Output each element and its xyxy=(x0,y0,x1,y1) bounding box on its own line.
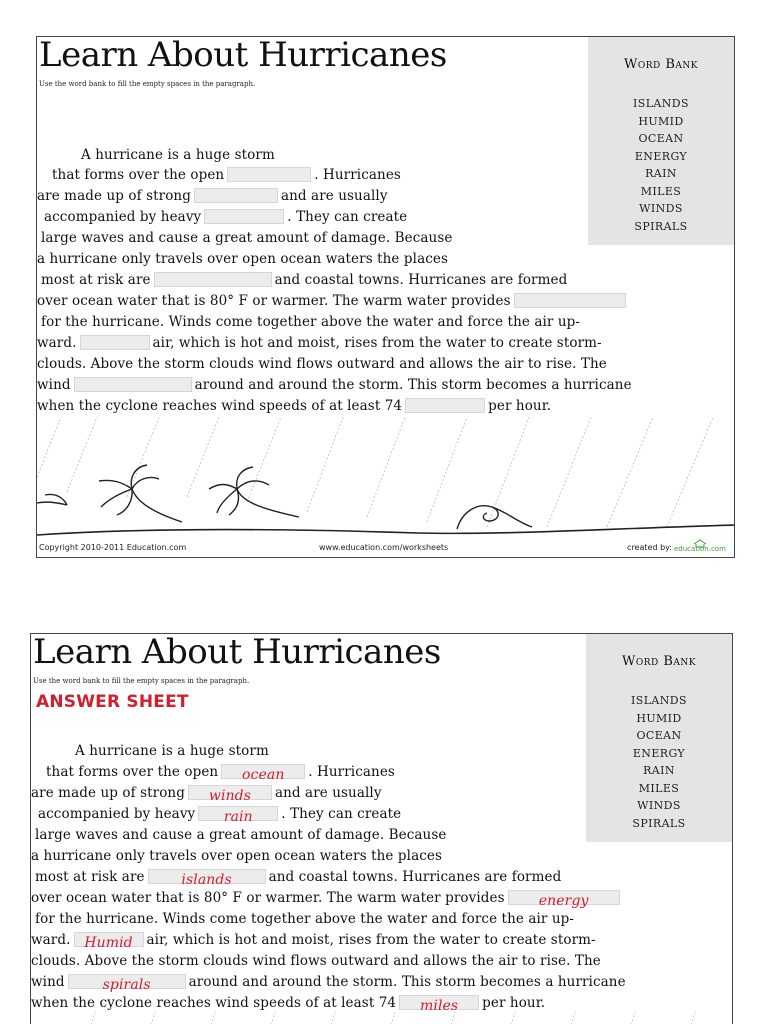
word-bank-item: RAIN xyxy=(645,167,677,180)
answer-winds: winds xyxy=(208,788,252,804)
answer-miles: miles xyxy=(420,998,459,1014)
worksheet-title: Learn About Hurricanes xyxy=(39,36,447,75)
paragraph-line xyxy=(46,762,395,782)
footer xyxy=(37,541,734,555)
paragraph-line xyxy=(31,930,596,950)
paragraph xyxy=(37,37,735,437)
text: ward. xyxy=(37,335,77,351)
text: most at risk are xyxy=(35,869,145,885)
paragraph-line xyxy=(37,291,629,311)
paragraph-line xyxy=(31,951,601,971)
text: when the cyclone reaches wind speeds of at least 74 xyxy=(37,398,403,414)
blank-winds xyxy=(188,785,272,804)
blank-ocean[interactable] xyxy=(227,167,311,182)
text: are made up of strong xyxy=(31,785,185,801)
paragraph-line xyxy=(37,249,448,269)
paragraph-line xyxy=(31,993,545,1013)
text: accompanied by heavy xyxy=(44,209,202,225)
website-link[interactable]: www.education.com/worksheets xyxy=(319,543,449,552)
paragraph-line xyxy=(37,375,632,395)
answer-rain: rain xyxy=(223,809,253,825)
paragraph-line xyxy=(37,396,551,416)
paragraph-line xyxy=(38,804,401,824)
word-bank-title: Word Bank xyxy=(621,654,697,669)
text: . They can create xyxy=(287,209,408,225)
text: A hurricane is a huge storm xyxy=(81,147,275,163)
answer-paragraph xyxy=(31,634,730,1024)
blank-islands[interactable] xyxy=(154,272,272,287)
blank-ocean xyxy=(221,764,305,783)
text: accompanied by heavy xyxy=(38,806,196,822)
word-bank-item: OCEAN xyxy=(636,729,682,742)
text: . Hurricanes xyxy=(314,167,401,183)
text: ward. xyxy=(31,932,71,948)
answer-humid: Humid xyxy=(84,935,133,951)
text: for the hurricane. Winds come together above the water and force the air up- xyxy=(41,314,581,330)
ground-line xyxy=(37,525,735,535)
word-bank-item: OCEAN xyxy=(638,132,684,145)
paragraph-line xyxy=(81,145,275,165)
paragraph-line xyxy=(75,741,269,761)
paragraph-line xyxy=(44,207,407,227)
blank-energy xyxy=(508,890,620,909)
word-bank-item: ENERGY xyxy=(632,746,686,760)
blank-rain[interactable] xyxy=(204,209,284,224)
text: per hour. xyxy=(488,398,552,414)
worksheet-page xyxy=(36,36,735,558)
answer-sheet-title: Learn About Hurricanes xyxy=(33,633,441,672)
text: when the cyclone reaches wind speeds of at least 74 xyxy=(31,995,397,1011)
paragraph-line xyxy=(41,270,567,290)
logo-wordmark: education.com xyxy=(674,545,726,553)
text: large waves and cause a great amount of damage. Because xyxy=(41,230,453,246)
blank-humid xyxy=(74,932,144,951)
text: large waves and cause a great amount of damage. Because xyxy=(35,827,447,843)
paragraph-line xyxy=(31,846,442,866)
education-logo-icon xyxy=(674,535,730,553)
blank-winds[interactable] xyxy=(194,188,278,203)
hurricane-illustration xyxy=(37,417,735,542)
word-bank-item: ISLANDS xyxy=(631,694,687,707)
text: and are usually xyxy=(280,188,388,204)
text: and coastal towns. Hurricanes are formed xyxy=(274,272,568,288)
rain-lines-partial xyxy=(31,1012,733,1024)
paragraph-line xyxy=(35,867,561,887)
text: around and around the storm. This storm becomes a hurricane xyxy=(194,377,632,393)
text: clouds. Above the storm clouds wind flows outward and allows the air to rise. The xyxy=(37,356,607,372)
word-bank-item: SPIRALS xyxy=(632,816,686,830)
text: are made up of strong xyxy=(37,188,191,204)
text: around and around the storm. This storm becomes a hurricane xyxy=(188,974,626,990)
paragraph-line xyxy=(31,783,382,803)
text: . They can create xyxy=(281,806,402,822)
blank-spirals[interactable] xyxy=(74,377,192,392)
paragraph-line xyxy=(52,165,401,185)
text: a hurricane only travels over open ocean waters the places xyxy=(37,251,448,267)
answer-sheet-heading: ANSWER SHEET xyxy=(36,692,189,712)
blank-miles xyxy=(399,995,479,1014)
paragraph-line xyxy=(35,909,574,929)
text: over ocean water that is 80° F or warmer. The warm water provides xyxy=(31,890,505,906)
worksheet-instructions: Use the word bank to fill the empty spaces in the paragraph. xyxy=(39,80,256,88)
paragraph-line xyxy=(31,888,623,908)
wave-icon xyxy=(457,506,532,529)
paragraph-line xyxy=(35,825,446,845)
blank-miles[interactable] xyxy=(405,398,485,413)
answer-sheet-page xyxy=(30,633,733,1024)
text: for the hurricane. Winds come together above the water and force the air up- xyxy=(35,911,575,927)
text: and coastal towns. Hurricanes are formed xyxy=(268,869,562,885)
word-bank-item: ISLANDS xyxy=(633,97,689,110)
text: over ocean water that is 80° F or warmer. The warm water provides xyxy=(37,293,511,309)
copyright-text: Copyright 2010-2011 Education.com xyxy=(39,543,187,552)
text: wind xyxy=(31,974,65,990)
text: . Hurricanes xyxy=(308,764,395,780)
paragraph-line xyxy=(31,972,626,992)
answer-sheet-instructions: Use the word bank to fill the empty spaces in the paragraph. xyxy=(33,677,250,685)
answer-ocean: ocean xyxy=(242,767,285,783)
word-bank-item: WINDS xyxy=(639,202,683,215)
paragraph-line xyxy=(41,312,580,332)
text: wind xyxy=(37,377,71,393)
word-bank-item: HUMID xyxy=(638,114,684,128)
created-by-label: created by: xyxy=(627,543,672,552)
paragraph-line xyxy=(37,354,607,374)
blank-humid[interactable] xyxy=(80,335,150,350)
text: that forms over the open xyxy=(52,167,225,183)
answer-islands: islands xyxy=(181,872,232,888)
word-bank-item: MILES xyxy=(638,781,680,795)
word-bank-item: ENERGY xyxy=(634,149,688,163)
text: and are usually xyxy=(274,785,382,801)
text: most at risk are xyxy=(41,272,151,288)
blank-spirals xyxy=(68,974,186,993)
paragraph-line xyxy=(37,186,388,206)
blank-rain xyxy=(198,806,278,825)
text: air, which is hot and moist, rises from the water to create storm- xyxy=(146,932,596,948)
blank-islands xyxy=(148,869,266,888)
text: A hurricane is a huge storm xyxy=(75,743,269,759)
word-bank-item: SPIRALS xyxy=(634,219,688,233)
word-bank-item: HUMID xyxy=(636,711,682,725)
palm-tree-icon xyxy=(37,465,299,522)
paragraph-line xyxy=(41,228,452,248)
blank-energy[interactable] xyxy=(514,293,626,308)
text: a hurricane only travels over open ocean waters the places xyxy=(31,848,442,864)
rain-lines xyxy=(37,417,713,527)
paragraph-line xyxy=(37,333,602,353)
word-bank-item: MILES xyxy=(640,184,682,198)
text: air, which is hot and moist, rises from the water to create storm- xyxy=(152,335,602,351)
text: per hour. xyxy=(482,995,546,1011)
answer-energy: energy xyxy=(538,893,589,909)
word-bank-item: WINDS xyxy=(637,799,681,812)
text: that forms over the open xyxy=(46,764,219,780)
text: clouds. Above the storm clouds wind flows outward and allows the air to rise. The xyxy=(31,953,601,969)
answer-spirals: spirals xyxy=(102,977,151,993)
word-bank-item: RAIN xyxy=(643,764,675,777)
word-bank-title: Word Bank xyxy=(623,57,699,72)
